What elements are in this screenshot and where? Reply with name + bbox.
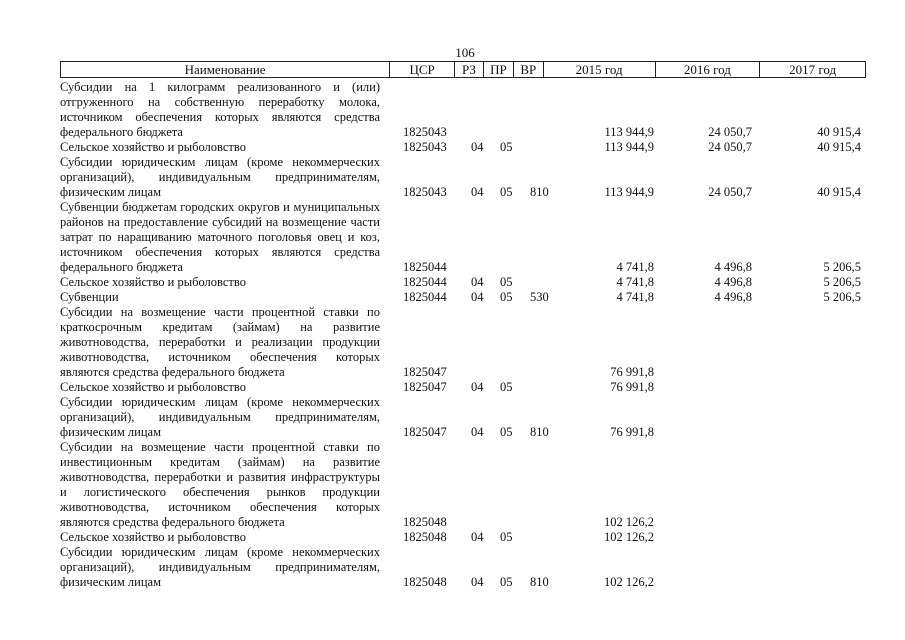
row-2015: 113 944,9 <box>604 185 654 199</box>
row-name: Сельское хозяйство и рыболовство <box>60 140 246 154</box>
row-csr: 1825048 <box>403 515 447 529</box>
row-csr: 1825043 <box>403 140 447 154</box>
row-pr: 05 <box>500 290 513 304</box>
row-name: Субсидии юридическим лицам (кроме некоммерческих организаций), индивидуальным предпринимателям, физическим лицам <box>60 395 380 439</box>
row-pr: 05 <box>500 185 513 199</box>
row-name: Сельское хозяйство и рыболовство <box>60 275 246 289</box>
header-2017: 2017 год <box>789 62 837 77</box>
row-pr: 05 <box>500 140 513 154</box>
table-row <box>60 290 866 305</box>
row-csr: 1825048 <box>403 575 447 589</box>
row-name: Сельское хозяйство и рыболовство <box>60 380 246 394</box>
page-number: 106 <box>455 45 475 60</box>
row-rz: 04 <box>471 290 484 304</box>
row-pr: 05 <box>500 380 513 394</box>
row-2015: 102 126,2 <box>604 575 654 589</box>
row-2016: 4 496,8 <box>714 260 752 274</box>
row-2015: 102 126,2 <box>604 515 654 529</box>
row-name: Субвенции бюджетам городских округов и муниципальных районов на предоставление субсидий на возмещение части затрат по наращиванию маточного поголовья овец и коз, источником обеспечения которых являются средства федерального бюджета <box>60 200 380 274</box>
row-vr: 810 <box>530 575 549 589</box>
row-2015: 102 126,2 <box>604 530 654 544</box>
table-row <box>60 305 866 380</box>
row-name: Субсидии юридическим лицам (кроме некоммерческих организаций), индивидуальным предпринимателям, физическим лицам <box>60 155 380 199</box>
header-2016: 2016 год <box>656 62 761 77</box>
row-csr: 1825044 <box>403 290 447 304</box>
row-rz: 04 <box>471 575 484 589</box>
row-2017: 5 206,5 <box>823 290 861 304</box>
table-row <box>60 440 866 530</box>
row-name: Субсидии юридическим лицам (кроме некоммерческих организаций), индивидуальным предпринимателям, физическим лицам <box>60 545 380 589</box>
row-2015: 76 991,8 <box>610 425 654 439</box>
row-vr: 810 <box>530 425 549 439</box>
row-2015: 76 991,8 <box>610 365 654 379</box>
row-pr: 05 <box>500 575 513 589</box>
table-row <box>60 530 866 545</box>
row-name: Сельское хозяйство и рыболовство <box>60 530 246 544</box>
row-csr: 1825048 <box>403 530 447 544</box>
header-pr: ПР <box>484 62 514 77</box>
row-pr: 05 <box>500 530 513 544</box>
row-2015: 4 741,8 <box>616 260 654 274</box>
row-2015: 76 991,8 <box>610 380 654 394</box>
row-2017: 40 915,4 <box>817 185 861 199</box>
table-row <box>60 275 866 290</box>
row-csr: 1825043 <box>403 185 447 199</box>
row-csr: 1825044 <box>403 260 447 274</box>
row-2017: 40 915,4 <box>817 125 861 139</box>
row-pr: 05 <box>500 275 513 289</box>
row-2016: 4 496,8 <box>714 275 752 289</box>
table-header <box>60 61 866 78</box>
row-2015: 113 944,9 <box>604 140 654 154</box>
table-row <box>60 200 866 275</box>
row-rz: 04 <box>471 140 484 154</box>
row-csr: 1825043 <box>403 125 447 139</box>
row-vr: 530 <box>530 290 549 304</box>
row-name: Субсидии на возмещение части процентной ставки по краткосрочным кредитам (займам) на развитие животноводства, переработки и реализации продукции животноводства, источником обеспечения которых являются средства федерального бюджета <box>60 305 380 379</box>
row-rz: 04 <box>471 275 484 289</box>
header-2015: 2015 год <box>544 62 656 77</box>
row-2016: 24 050,7 <box>708 125 752 139</box>
row-csr: 1825047 <box>403 365 447 379</box>
table-row <box>60 545 866 590</box>
header-csr: ЦСР <box>390 62 455 77</box>
row-name: Субсидии на возмещение части процентной ставки по инвестиционным кредитам (займам) на развитие животноводства, переработки и развития инфраструктуры и логистического обеспечения рынков продукции животноводства, источником обеспечения которых являются средства федерального бюджета <box>60 440 380 529</box>
row-2017: 40 915,4 <box>817 140 861 154</box>
row-csr: 1825044 <box>403 275 447 289</box>
row-csr: 1825047 <box>403 425 447 439</box>
row-rz: 04 <box>471 185 484 199</box>
table-row <box>60 80 866 140</box>
row-2017: 5 206,5 <box>823 275 861 289</box>
header-vr: ВР <box>514 62 544 77</box>
header-rz: РЗ <box>455 62 484 77</box>
row-2016: 4 496,8 <box>714 290 752 304</box>
table-row <box>60 395 866 440</box>
table-row <box>60 380 866 395</box>
table-row <box>60 155 866 200</box>
row-2017: 5 206,5 <box>823 260 861 274</box>
row-csr: 1825047 <box>403 380 447 394</box>
row-name: Субсидии на 1 килограмм реализованного и (или) отгруженного на собственную переработку молока, источником обеспечения которых являются средства федерального бюджета <box>60 80 380 139</box>
row-rz: 04 <box>471 380 484 394</box>
table-body <box>60 80 866 590</box>
row-vr: 810 <box>530 185 549 199</box>
table-row <box>60 140 866 155</box>
row-rz: 04 <box>471 530 484 544</box>
row-2015: 4 741,8 <box>616 275 654 289</box>
header-name: Наименование <box>61 62 390 77</box>
row-2015: 4 741,8 <box>616 290 654 304</box>
row-rz: 04 <box>471 425 484 439</box>
row-pr: 05 <box>500 425 513 439</box>
row-2016: 24 050,7 <box>708 140 752 154</box>
row-name: Субвенции <box>60 290 119 304</box>
row-2016: 24 050,7 <box>708 185 752 199</box>
row-2015: 113 944,9 <box>604 125 654 139</box>
